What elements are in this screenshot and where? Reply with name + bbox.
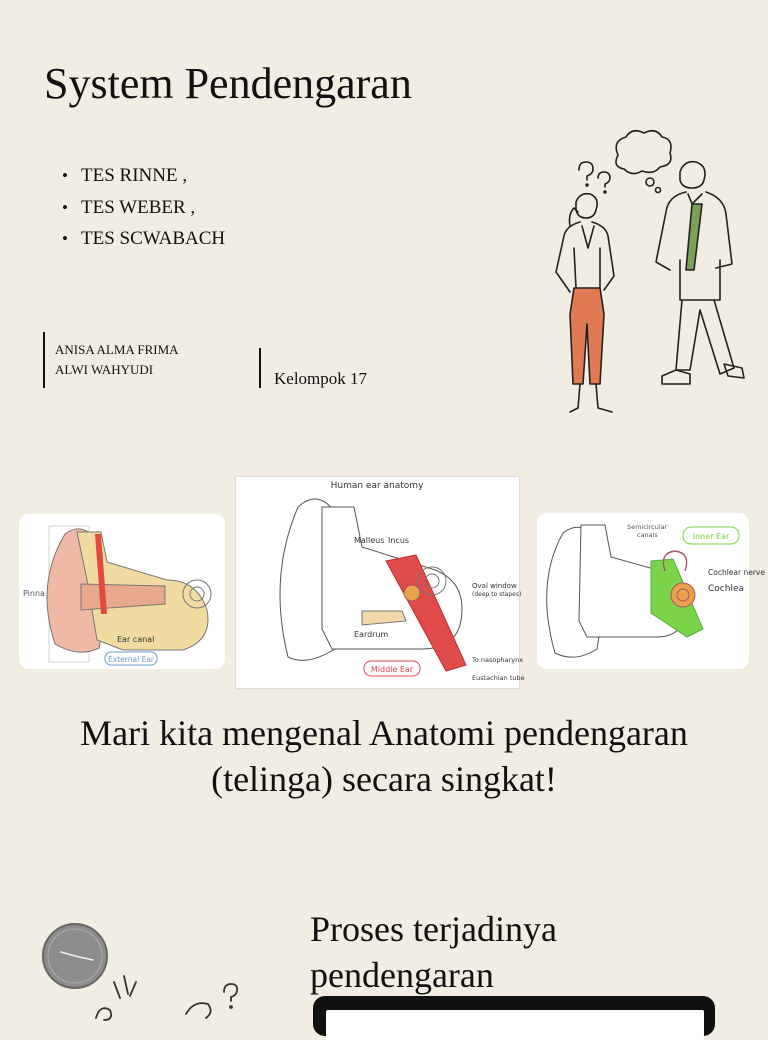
intro-text: Mari kita mengenal Anatomi pendengaran (telinga) secara singkat!: [80, 713, 688, 799]
test-list: [62, 160, 225, 255]
author-block: [55, 340, 179, 380]
canals-label: canals: [637, 531, 658, 539]
page-title: System Pendengaran: [44, 59, 412, 108]
author-name: ANISA ALMA FRIMA: [55, 342, 179, 357]
middle-ear-badge: Middle Ear: [370, 665, 414, 674]
incus-label: Incus: [388, 536, 410, 545]
process-heading: Proses terjadinya pendengaran: [310, 909, 557, 995]
eardrum-label: Eardrum: [354, 630, 389, 639]
group-divider: [259, 348, 261, 388]
middle-ear-card: [236, 477, 525, 688]
external-ear-card: [19, 514, 225, 669]
inner-ear-diagram: [537, 513, 765, 669]
list-item-weber: • TES WEBER ,: [62, 192, 225, 224]
ear-anatomy-heading: Human ear anatomy: [330, 481, 424, 491]
oval-window-label: Oval window: [472, 582, 517, 590]
clock-doodle: [36, 918, 246, 1024]
oval-window-note: (deep to stapes): [472, 591, 522, 598]
inner-ear-card: [537, 513, 765, 669]
group-label: Kelompok 17: [274, 369, 368, 388]
cochlea-label: Cochlea: [708, 584, 744, 594]
author-divider: [43, 332, 45, 388]
author-name: ALWI WAHYUDI: [55, 362, 154, 377]
cochlear-nerve-label: Cochlear nerve: [708, 568, 765, 577]
nasopharynx-label: To nasopharynx: [472, 656, 524, 664]
external-ear-diagram: [19, 514, 225, 669]
eustachian-tube-label: Eustachian tube: [472, 674, 525, 682]
inner-ear-badge: Inner Ear: [692, 532, 730, 541]
external-ear-badge: External Ear: [108, 655, 154, 664]
list-item-rinne: • TES RINNE ,: [62, 160, 225, 192]
malleus-label: Malleus: [354, 536, 385, 545]
ear-canal-label: Ear canal: [117, 635, 155, 644]
middle-ear-diagram: [236, 477, 525, 688]
device-screen: [326, 1010, 704, 1040]
people-illustration: [530, 130, 760, 425]
pinna-label: Pinna: [23, 589, 45, 598]
semicircular-label: Semicircular: [627, 523, 668, 531]
list-item-schwabach: • TES SCWABACH: [62, 223, 225, 255]
